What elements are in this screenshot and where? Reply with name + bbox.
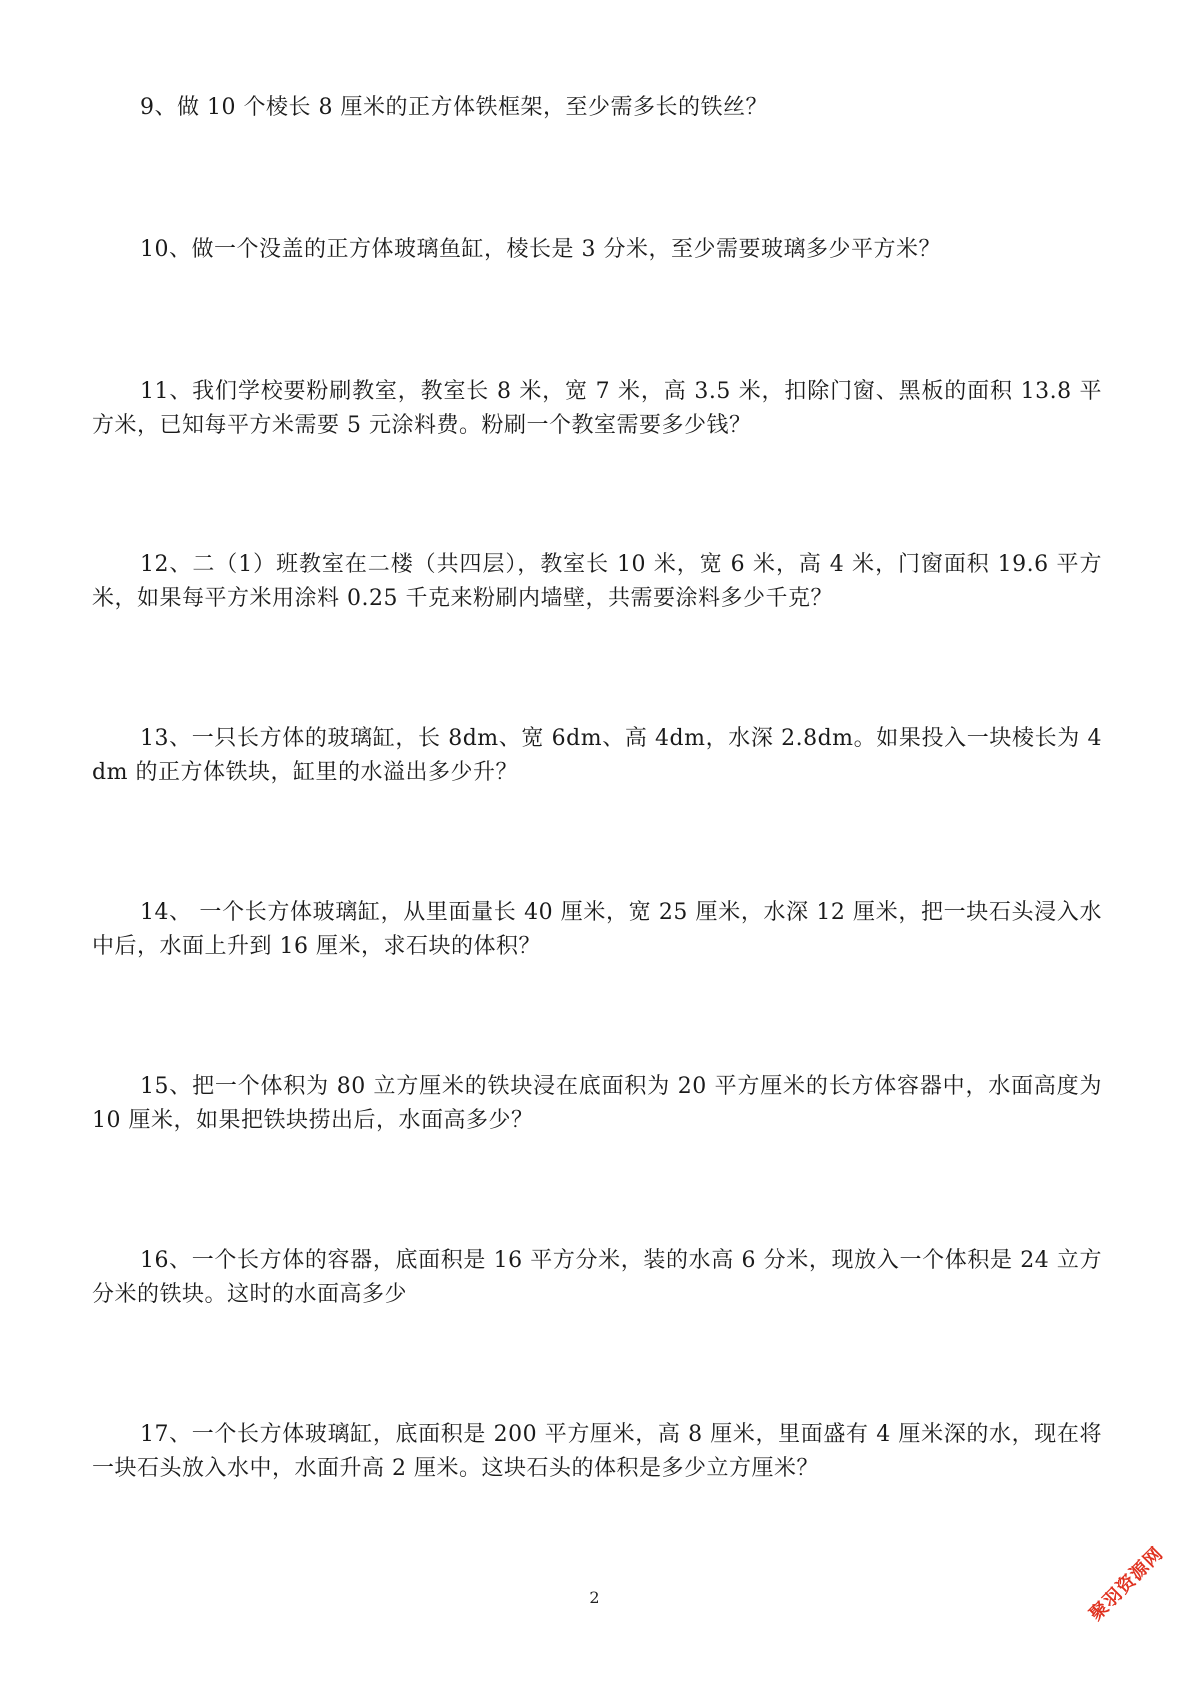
problem-15: 15、把一个体积为 80 立方厘米的铁块浸在底面积为 20 平方厘米的长方体容器中，水面高度为 10 厘米，如果把铁块捞出后，水面高多少？ [92,1074,1102,1133]
problem-14: 14、 一个长方体玻璃缸，从里面量长 40 厘米，宽 25 厘米，水深 12 厘米，把一块石头浸入水中后，水面上升到 16 厘米，求石块的体积？ [92,900,1102,959]
problem-17: 17、一个长方体玻璃缸，底面积是 200 平方厘米，高 8 厘米，里面盛有 4 厘米深的水，现在将一块石头放入水中，水面升高 2 厘米。这块石头的体积是多少立方厘米？ [92,1422,1102,1481]
problem-16: 16、一个长方体的容器，底面积是 16 平方分米，装的水高 6 分米，现放入一个体积是 24 立方分米的铁块。这时的水面高多少 [92,1248,1102,1307]
page-number: 2 [589,1588,600,1607]
problem-11: 11、我们学校要粉刷教室，教室长 8 米，宽 7 米，高 3.5 米，扣除门窗、黑板的面积 13.8 平方米，已知每平方米需要 5 元涂料费。粉刷一个教室需要多少钱？ [92,379,1102,438]
problem-10: 10、做一个没盖的正方体玻璃鱼缸，棱长是 3 分米，至少需要玻璃多少平方米？ [140,237,941,262]
watermark-logo: 聚羽资源网 [1085,1543,1168,1626]
problem-12: 12、二（1）班教室在二楼（共四层），教室长 10 米，宽 6 米，高 4 米，门窗面积 19.6 平方米，如果每平方米用涂料 0.25 千克来粉刷内墙壁，共需要涂料多少千克？ [92,552,1102,611]
problem-13: 13、一只长方体的玻璃缸，长 8dm、宽 6dm、高 4dm，水深 2.8dm。如果投入一块棱长为 4dm 的正方体铁块，缸里的水溢出多少升？ [92,726,1102,785]
problem-9: 9、做 10 个棱长 8 厘米的正方体铁框架，至少需多长的铁丝？ [140,95,768,120]
